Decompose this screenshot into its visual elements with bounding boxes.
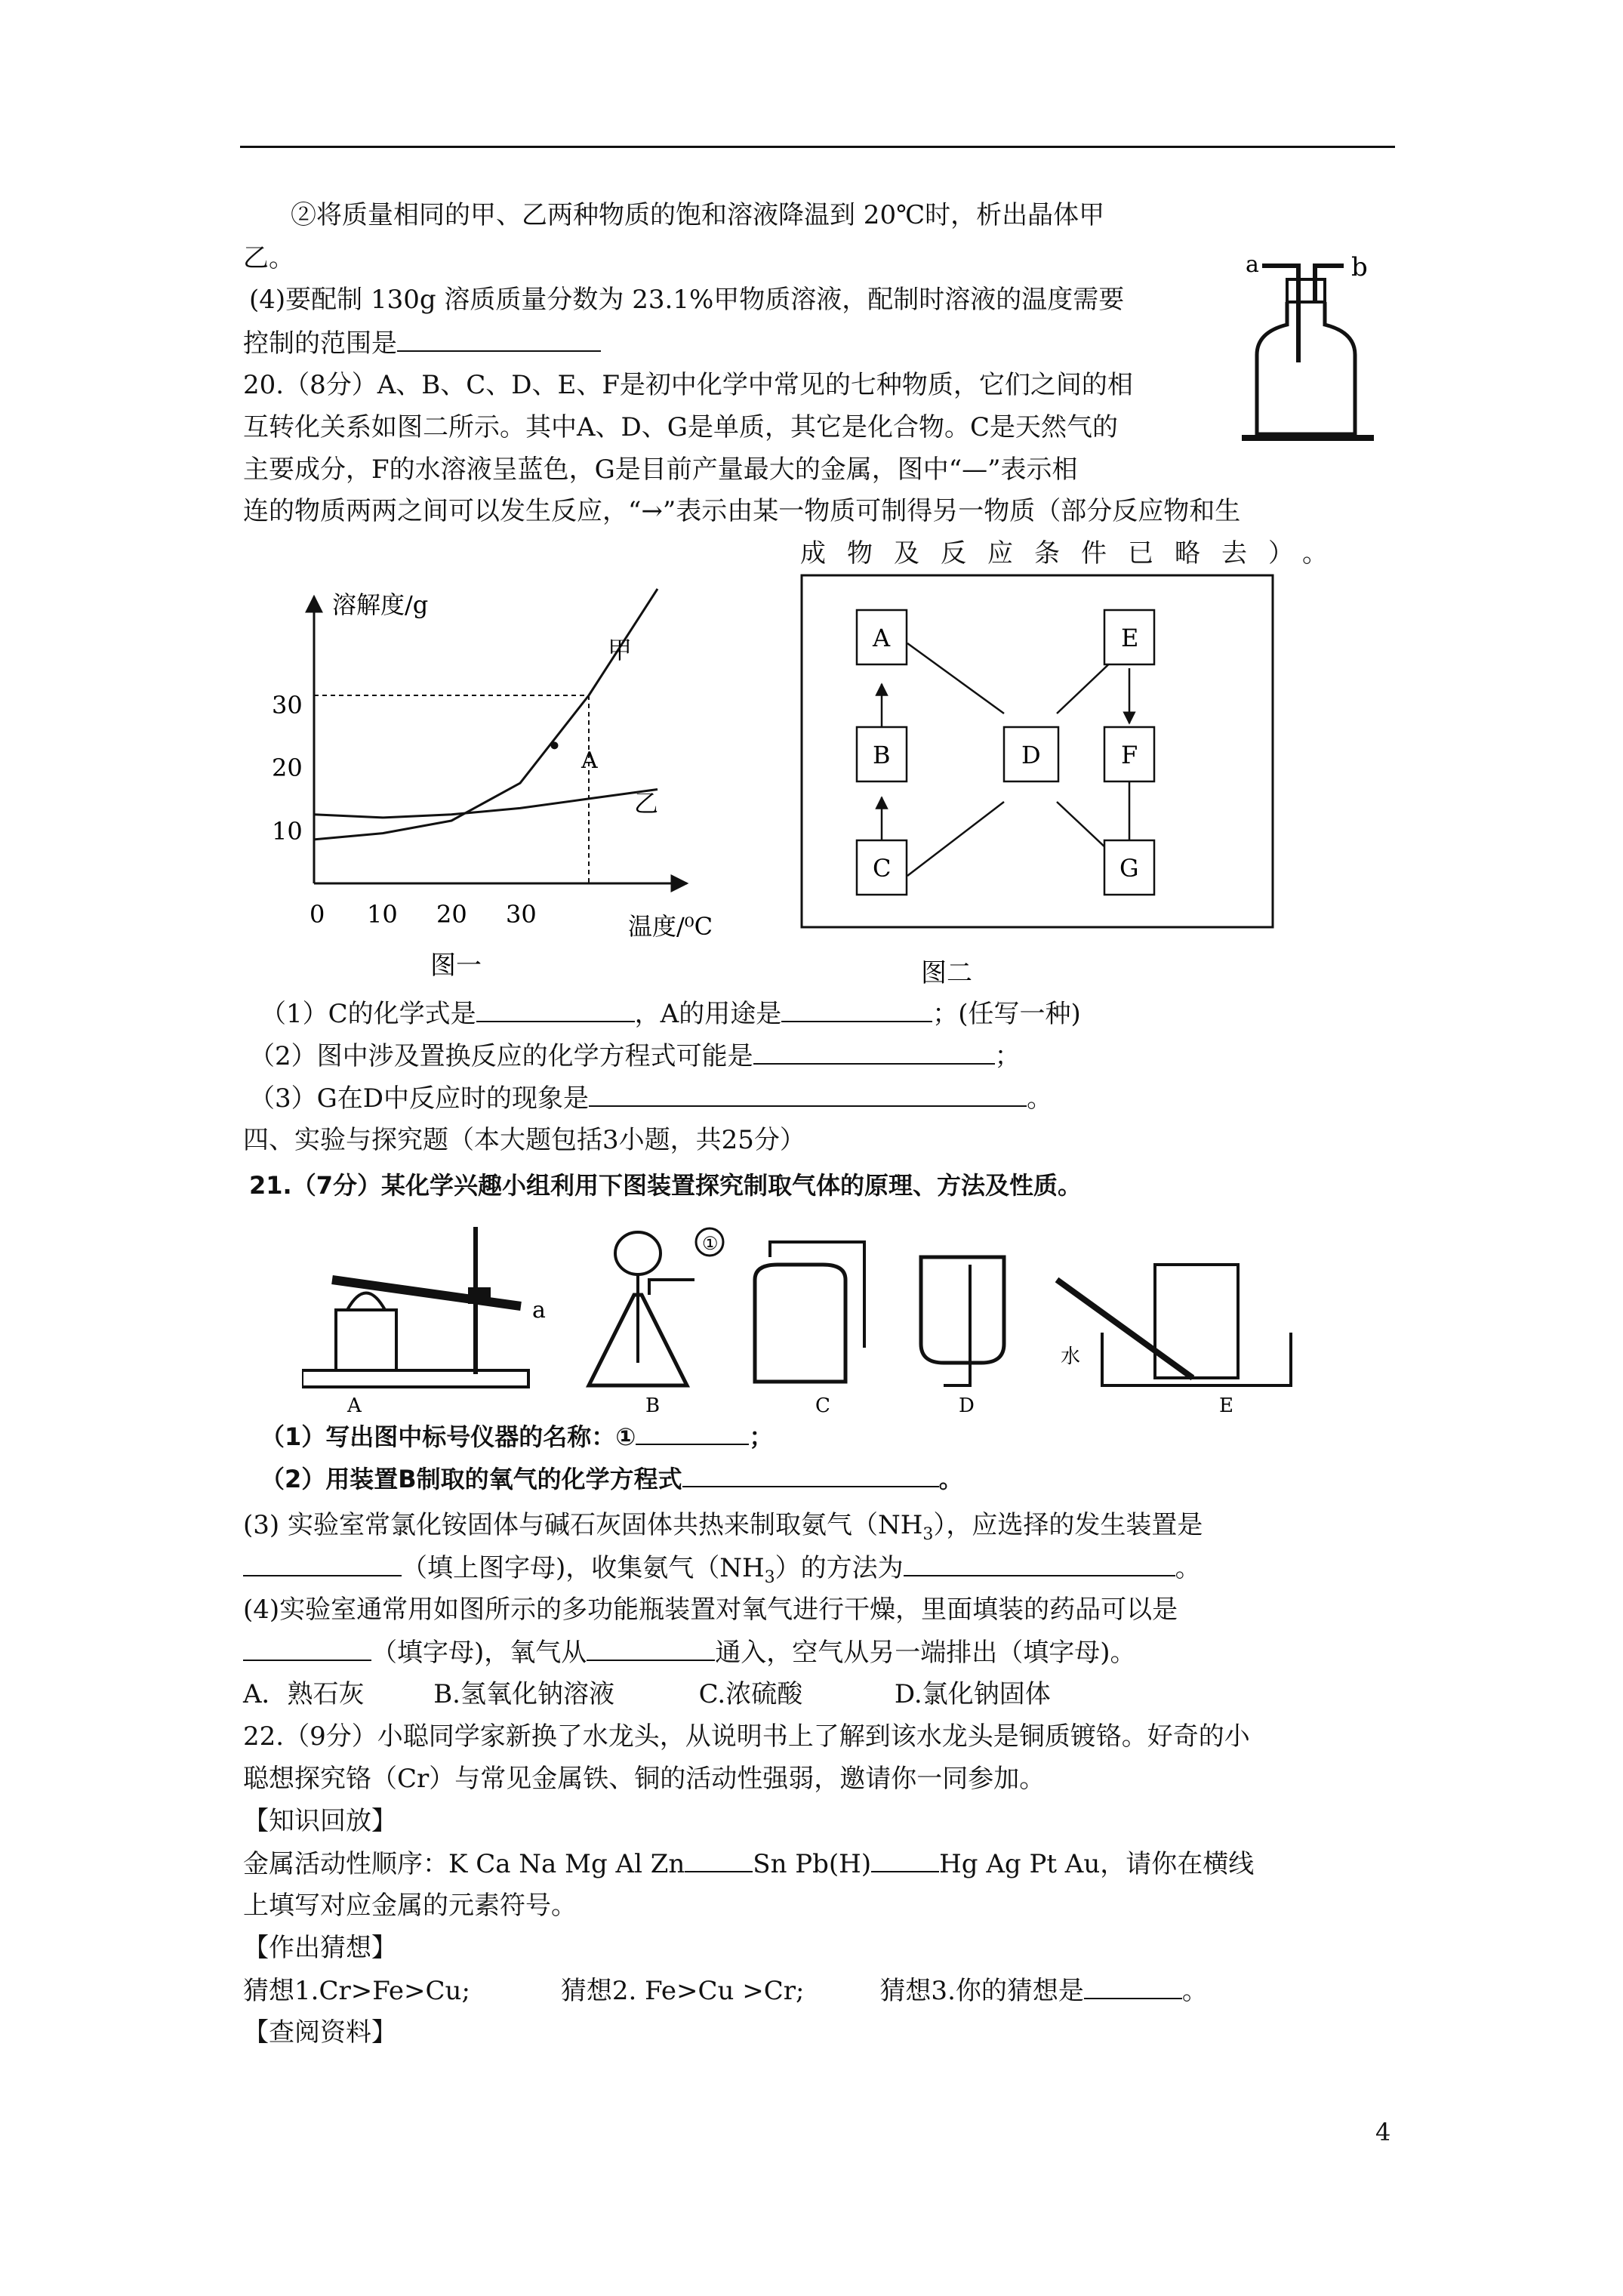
- series-label-yi: 乙: [634, 789, 659, 818]
- x-tick-label: 30: [506, 900, 537, 929]
- question-line: (4)实验室通常用如图所示的多功能瓶装置对氧气进行干燥，里面填装的药品可以是: [243, 1595, 1178, 1625]
- answer-blank[interactable]: [781, 998, 932, 1022]
- question-line: （1）C的化学式是 ，A的用途是 ；(任写一种): [260, 999, 1081, 1029]
- edge-c-d: [907, 802, 1004, 876]
- text-line: 乙。: [243, 243, 294, 273]
- question-21-title: 21.（7分）某化学兴趣小组利用下图装置探究制取气体的原理、方法及性质。: [249, 1171, 1082, 1200]
- question-line: （1）写出图中标号仪器的名称：① ；: [260, 1422, 774, 1451]
- section-heading: 【作出猜想】: [243, 1933, 397, 1963]
- relationship-diagram: [800, 574, 1283, 997]
- solubility-chart: [272, 574, 755, 997]
- figure-caption: 图二: [921, 958, 972, 988]
- apparatus-e: [1057, 1265, 1291, 1416]
- answer-blank[interactable]: [871, 1848, 939, 1872]
- series-line-jia: [314, 589, 658, 840]
- answer-blank[interactable]: [397, 328, 601, 352]
- point-label-a: A: [581, 747, 598, 774]
- node-label: F: [1121, 741, 1138, 769]
- text-line: 互转化关系如图二所示。其中A、D、G是单质，其它是化合物。C是天然气的: [243, 412, 1118, 442]
- apparatus-label: B: [645, 1395, 661, 1416]
- section-heading: 【知识回放】: [243, 1806, 397, 1836]
- answer-blank[interactable]: [904, 1552, 1175, 1576]
- mark-1: ①: [702, 1233, 719, 1254]
- apparatus-label: D: [959, 1395, 975, 1416]
- water-label: 水: [1061, 1345, 1081, 1368]
- bottle-label-a: a: [1246, 251, 1259, 278]
- text-line: 主要成分，F的水溶液呈蓝色，G是目前产量最大的金属，图中“—”表示相: [243, 455, 1078, 485]
- y-tick-label: 10: [272, 817, 303, 846]
- text-line: ②将质量相同的甲、乙两种物质的饱和溶液降温到 20℃时，析出晶体甲: [291, 200, 1105, 230]
- x-tick-label: 20: [436, 900, 467, 929]
- question-line: 聪想探究铬（Cr）与常见金属铁、铜的活动性强弱，邀请你一同参加。: [243, 1764, 1046, 1794]
- text-line: 控制的范围是: [243, 328, 601, 359]
- answer-blank[interactable]: [682, 1463, 939, 1487]
- bottle-short-tube: [1315, 266, 1344, 302]
- node-label: G: [1119, 854, 1139, 883]
- section-heading: 四、实验与探究题（本大题包括3小题，共25分）: [243, 1125, 805, 1155]
- node-label: B: [873, 741, 891, 769]
- node-label: D: [1021, 741, 1041, 769]
- answer-blank[interactable]: [243, 1637, 371, 1661]
- node-label: C: [873, 854, 892, 883]
- apparatus-c: [755, 1242, 864, 1416]
- node-label: A: [873, 624, 891, 652]
- answer-blank[interactable]: [587, 1637, 715, 1661]
- question-line: 上填写对应金属的元素符号。: [243, 1891, 577, 1921]
- answer-blank[interactable]: [1084, 1975, 1182, 1999]
- edge-a-d: [907, 643, 1004, 713]
- options-line: [243, 1679, 1051, 1709]
- option: D.氯化钠固体: [894, 1679, 1051, 1709]
- apparatus-label: C: [815, 1395, 830, 1416]
- text-line: 连的物质两两之间可以发生反应，“→”表示由某一物质可制得另一物质（部分反应物和生: [243, 496, 1241, 526]
- page-number: 4: [1375, 2118, 1391, 2147]
- header-rule: [240, 146, 1395, 148]
- node-label: E: [1121, 624, 1139, 652]
- y-tick-label: 20: [272, 754, 303, 782]
- gas-washing-bottle-figure: [1230, 249, 1381, 447]
- apparatus-a: [302, 1227, 546, 1416]
- text-line: 成物及反应条件已略去）。: [800, 538, 1349, 569]
- x-axis-label: 温度/⁰C: [628, 912, 713, 941]
- bottle-stopper: [1287, 279, 1325, 302]
- option: A．熟石灰: [243, 1679, 365, 1709]
- answer-blank[interactable]: [636, 1421, 749, 1445]
- question-line: （填字母)，氧气从 通入，空气从另一端排出（填字母)。: [243, 1637, 1136, 1668]
- option: C.浓硫酸: [698, 1679, 803, 1709]
- mark-a: a: [532, 1297, 546, 1324]
- x-tick-label: 10: [367, 900, 398, 929]
- question-line: （2）用装置B制取的氧气的化学方程式 。: [260, 1465, 963, 1493]
- series-label-jia: 甲: [608, 636, 633, 664]
- y-tick-label: 30: [272, 691, 303, 720]
- question-line: 金属活动性顺序：K Ca Na Mg Al Zn Sn Pb(H) Hg Ag Pt Au，请你在横线: [243, 1849, 1255, 1879]
- data-point-a: [551, 741, 559, 749]
- apparatus-label: E: [1219, 1395, 1233, 1416]
- answer-blank[interactable]: [753, 1040, 995, 1065]
- option: B.氢氧化钠溶液: [433, 1679, 614, 1709]
- answer-blank[interactable]: [476, 998, 635, 1022]
- question-line: 猜想1.Cr>Fe>Cu; 猜想2. Fe>Cu >Cr; 猜想3.你的猜想是 。: [243, 1976, 1208, 2006]
- x-tick-label: 0: [310, 900, 325, 929]
- bottle-body: [1257, 302, 1355, 434]
- section-heading: 【查阅资料】: [243, 2017, 397, 2048]
- question-line: (3) 实验室常氯化铵固体与碱石灰固体共热来制取氨气$(NH_3)$，应选择的发生装置是: [243, 1510, 1203, 1544]
- apparatus-b: [589, 1228, 723, 1416]
- text-line: (4)要配制 130g 溶质质量分数为 23.1%甲物质溶液，配制时溶液的温度需要: [249, 285, 1125, 315]
- answer-blank[interactable]: [589, 1083, 1027, 1107]
- text-line: 20.（8分）A、B、C、D、E、F是初中化学中常见的七种物质，它们之间的相: [243, 370, 1133, 400]
- answer-blank[interactable]: [243, 1552, 402, 1576]
- figure-caption: 图一: [430, 951, 482, 981]
- question-line: （填上图字母)，收集氨气$(NH_3)$的方法为 。: [243, 1552, 1201, 1593]
- series-line-yi: [314, 790, 658, 818]
- question-line: （2）图中涉及置换反应的化学方程式可能是 ；: [249, 1041, 1021, 1071]
- apparatus-d: [921, 1257, 1004, 1416]
- answer-blank[interactable]: [685, 1848, 753, 1872]
- apparatus-label: A: [347, 1395, 362, 1416]
- question-line: （3）G在D中反应时的现象是 。: [249, 1083, 1053, 1114]
- y-axis-label: 溶解度/g: [332, 590, 429, 619]
- bottle-label-b: b: [1351, 252, 1368, 282]
- apparatus-figure: [302, 1212, 1374, 1416]
- question-line: 22.（9分）小聪同学家新换了水龙头，从说明书上了解到该水龙头是铜质镀铬。好奇的小: [243, 1721, 1250, 1752]
